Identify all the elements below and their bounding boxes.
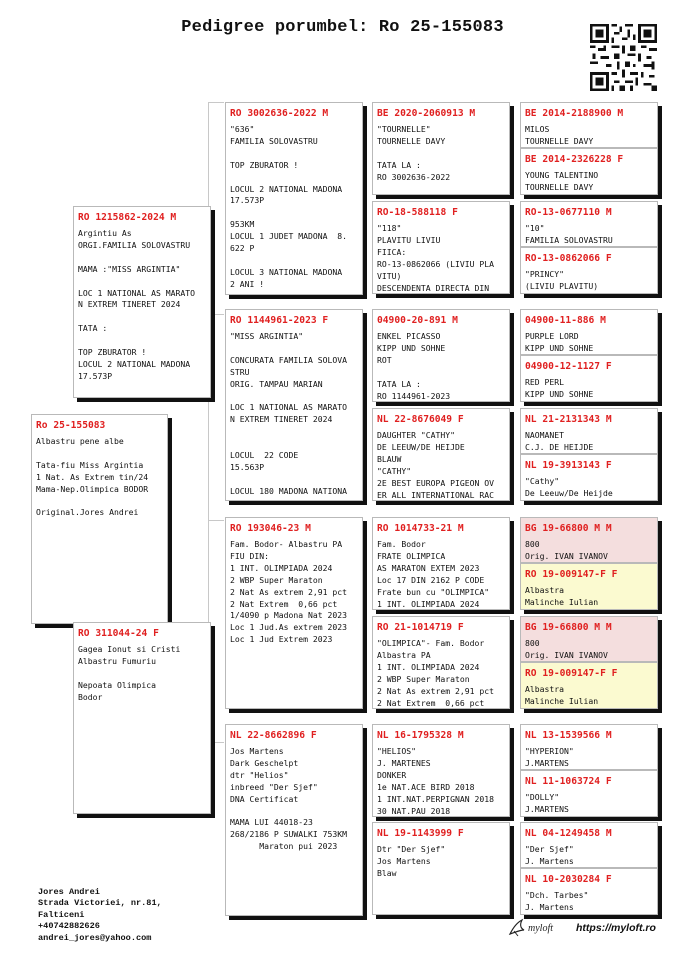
ring-number: NL 11-1063724 F bbox=[525, 776, 612, 787]
card-line bbox=[230, 438, 358, 450]
pedigree-card bbox=[520, 102, 658, 148]
pedigree-card bbox=[520, 517, 658, 563]
card-line: LOC 1 NATIONAL AS MARATO bbox=[78, 287, 195, 298]
card-line: LOCUL 1 JUDET MADONA 8. bbox=[230, 231, 347, 242]
card-line: TOP ZBURATOR ! bbox=[78, 347, 147, 357]
card-line: Albastru pene albe bbox=[36, 436, 124, 446]
card-line: "TOURNELLE" bbox=[377, 124, 431, 134]
card-line: 2 Nat Extrem 0,66 pct bbox=[377, 697, 485, 708]
card-line bbox=[377, 148, 505, 160]
card-line: TOURNELLE DAVY bbox=[525, 181, 594, 192]
card-line: 2 Nat Extrem 0,66 pct bbox=[230, 598, 338, 609]
card-line bbox=[36, 496, 163, 508]
ring-number: RO 19-009147-F F bbox=[525, 569, 618, 580]
card-line: "118" bbox=[377, 223, 402, 233]
card-line: "636" bbox=[230, 124, 255, 134]
card-line: LOCUL 180 MADONA NATIONA bbox=[230, 485, 347, 496]
card-line: Malinche Iulian bbox=[525, 695, 599, 706]
card-line: Nepoata Olimpica bbox=[78, 679, 156, 690]
ring-number: RO 19-009147-F F bbox=[525, 668, 618, 679]
card-line: DAUGHTER "CATHY" bbox=[377, 430, 455, 440]
ring-number: RO 193046-23 M bbox=[230, 523, 311, 534]
card-line: (LIVIU PLAVITU) bbox=[525, 280, 599, 291]
owner-email: andrei_jores@yahoo.com bbox=[38, 932, 152, 943]
ring-number: BG 19-66800 M M bbox=[525, 523, 612, 534]
pedigree-card bbox=[520, 822, 658, 868]
card-line: "10" bbox=[525, 223, 545, 233]
card-line: Frate bun cu "OLIMPICA" bbox=[377, 586, 490, 597]
ring-number: 04900-20-891 M bbox=[377, 315, 458, 326]
ring-number: RO-13-0862066 F bbox=[525, 253, 612, 264]
card-line: CONCURATA FAMILIA SOLOVA bbox=[230, 354, 347, 365]
card-line: Fam. Bodor- Albastru PA bbox=[230, 539, 343, 549]
card-line: ROT bbox=[377, 354, 392, 365]
card-line: 2 Nat As extrem 2,91 pct bbox=[377, 685, 494, 696]
card-line: Dtr "Der Sjef" bbox=[377, 844, 446, 854]
card-line: LOCUL 22 CODE bbox=[230, 450, 299, 460]
card-line: J. Martens bbox=[525, 901, 574, 912]
card-line: inbreed "Der Sjef" bbox=[230, 781, 318, 792]
card-line: ORGI.FAMILIA SOLOVASTRU bbox=[78, 239, 191, 250]
pedigree-card bbox=[520, 201, 658, 247]
card-line: 30 NAT.PAU 2018 bbox=[377, 805, 451, 816]
pedigree-card bbox=[372, 517, 510, 610]
card-line: dtr "Helios" bbox=[230, 769, 289, 780]
ring-number: NL 22-8662896 F bbox=[230, 730, 317, 741]
card-line: FAMILIA SOLOVASTRU bbox=[525, 234, 613, 245]
card-line: J. MARTENES bbox=[377, 757, 431, 768]
card-line: "OLIMPICA"- Fam. Bodor bbox=[377, 638, 485, 648]
card-line: RO 3002636-2022 bbox=[377, 171, 451, 182]
card-line: STRU bbox=[230, 366, 250, 377]
pedigree-card bbox=[372, 102, 510, 195]
card-line: TOURNELLE DAVY bbox=[525, 135, 594, 146]
card-line: Bodor bbox=[78, 691, 103, 702]
card-line: 17.573P bbox=[230, 195, 265, 206]
card-line: 17.573P bbox=[78, 370, 113, 381]
pedigree-card bbox=[520, 616, 658, 662]
card-line: 1 INT. OLIMPIADA 2024 bbox=[377, 661, 480, 672]
card-line: TATA LA : bbox=[377, 159, 421, 170]
card-line bbox=[78, 668, 206, 680]
card-line: 622 P bbox=[230, 243, 255, 254]
card-line bbox=[230, 391, 358, 403]
owner-name: Jores Andrei bbox=[38, 887, 100, 897]
ring-number: NL 21-2131343 M bbox=[525, 414, 612, 425]
owner-city: Falticeni bbox=[38, 909, 85, 920]
card-line: NAOMANET bbox=[525, 430, 564, 440]
ring-number: BE 2020-2060913 M bbox=[377, 108, 476, 119]
card-line: 800 bbox=[525, 539, 540, 549]
card-line: "HELIOS" bbox=[377, 746, 416, 756]
card-line: J.MARTENS bbox=[525, 757, 569, 768]
card-line: "MISS ARGINTIA" bbox=[230, 331, 304, 341]
card-line: 1 INT. OLIMPIADA 2024 bbox=[377, 598, 480, 609]
card-line: FRATE OLIMPICA bbox=[377, 550, 446, 561]
ring-number: NL 10-2030284 F bbox=[525, 874, 612, 885]
card-line: 1/4090 p Madona Nat 2023 bbox=[230, 610, 347, 621]
pedigree-card bbox=[520, 662, 658, 709]
card-line: 2E BEST EUROPA PIGEON OV bbox=[377, 477, 494, 488]
card-line: DNA Certificat bbox=[230, 793, 299, 804]
card-line: MAMA :"MISS ARGINTIA" bbox=[78, 263, 181, 274]
website-link[interactable]: https://myloft.ro bbox=[576, 922, 656, 934]
card-line: VITU) bbox=[377, 270, 402, 281]
card-line: 1 INT. OLIMPIADA 2024 bbox=[230, 562, 333, 573]
card-line: 1 INT.NAT.PERPIGNAN 2018 bbox=[377, 793, 494, 804]
pedigree-card bbox=[372, 724, 510, 817]
pedigree-card bbox=[225, 517, 363, 709]
ring-number: RO 311044-24 F bbox=[78, 628, 159, 639]
ring-number: Ro 25-155083 bbox=[36, 420, 106, 431]
card-line bbox=[36, 448, 163, 460]
card-line: "HYPERION" bbox=[525, 746, 574, 756]
ring-number: NL 16-1795328 M bbox=[377, 730, 464, 741]
ring-number: NL 04-1249458 M bbox=[525, 828, 612, 839]
pedigree-card bbox=[520, 724, 658, 770]
card-line: 953KM bbox=[230, 219, 255, 230]
card-line: Fam. Bodor bbox=[377, 539, 426, 549]
card-line: Orig. IVAN IVANOV bbox=[525, 649, 608, 660]
card-line: KIPP UND SOHNE bbox=[525, 342, 594, 353]
ring-number: BE 2014-2326228 F bbox=[525, 154, 624, 165]
pedigree-card bbox=[520, 355, 658, 402]
ring-number: RO-13-0677110 M bbox=[525, 207, 612, 218]
card-line bbox=[78, 311, 206, 323]
ring-number: NL 19-1143999 F bbox=[377, 828, 464, 839]
card-line: N EXTREM TINERET 2024 bbox=[230, 414, 333, 425]
card-line: Albastru Fumuriu bbox=[78, 655, 156, 666]
card-line: 2 Nat As extrem 2,91 pct bbox=[230, 586, 347, 597]
card-line: ER ALL INTERNATIONAL RAC bbox=[377, 489, 494, 500]
card-line: "DOLLY" bbox=[525, 792, 560, 802]
card-line bbox=[230, 172, 358, 184]
card-line: 268/2186 P SUWALKI 753KM bbox=[230, 829, 347, 840]
card-line: 15.563P bbox=[230, 461, 265, 472]
card-line: "Der Sjef" bbox=[525, 844, 574, 854]
myloft-logo-icon bbox=[508, 916, 566, 938]
card-line: BLAUW bbox=[377, 453, 402, 464]
card-line: DESCENDENTA DIRECTA DIN bbox=[377, 282, 490, 293]
card-line: FIU DIN: bbox=[230, 550, 269, 561]
card-line: "Dch. Tarbes" bbox=[525, 890, 589, 900]
card-line: FIICA: bbox=[377, 246, 407, 257]
card-line: TATA LA : bbox=[377, 378, 421, 389]
card-line: Jos Martens bbox=[377, 855, 431, 866]
subject-card bbox=[31, 414, 168, 624]
pedigree-card bbox=[520, 148, 658, 195]
card-line: TATA : bbox=[78, 323, 108, 334]
card-line: Blaw bbox=[377, 867, 397, 878]
card-line: LOCUL 2 NATIONAL MADONA bbox=[230, 183, 343, 194]
ring-number: BG 19-66800 M M bbox=[525, 622, 612, 633]
card-line: J. Martens bbox=[525, 855, 574, 866]
card-line: AS MARATON EXTEM 2023 bbox=[377, 562, 480, 573]
ring-number: RO-18-588118 F bbox=[377, 207, 458, 218]
card-line: Original.Jores Andrei bbox=[36, 507, 139, 518]
svg-text:myloft: myloft bbox=[528, 923, 553, 934]
qr-code-icon bbox=[590, 24, 657, 91]
pedigree-card bbox=[225, 309, 363, 501]
pedigree-card bbox=[520, 454, 658, 501]
pedigree-card bbox=[372, 408, 510, 501]
card-line: LOCUL 2 NATIONAL MADONA bbox=[78, 358, 191, 369]
card-line: LOCUL 3 NATIONAL MADONA bbox=[230, 266, 343, 277]
card-line: DE LEEUW/DE HEIJDE bbox=[377, 441, 465, 452]
card-line: Tata-fiu Miss Argintia bbox=[36, 459, 144, 470]
card-line: N EXTREM TINERET 2024 bbox=[78, 299, 181, 310]
card-line: MAMA LUI 44018-23 bbox=[230, 817, 313, 828]
ring-number: RO 1144961-2023 F bbox=[230, 315, 329, 326]
card-line: KIPP UND SOHNE bbox=[377, 342, 446, 353]
card-line: Albastra PA bbox=[377, 649, 431, 660]
ring-number: RO 21-1014719 F bbox=[377, 622, 464, 633]
card-line: Jos Martens bbox=[230, 746, 284, 756]
owner-phone: +40742882626 bbox=[38, 921, 100, 932]
card-line: De Leeuw/De Heijde bbox=[525, 487, 613, 498]
page-title: Pedigree porumbel: Ro 25-155083 bbox=[181, 18, 504, 37]
dam-card bbox=[73, 622, 211, 814]
card-line: PLAVITU LIVIU bbox=[377, 234, 441, 245]
pedigree-card bbox=[372, 616, 510, 709]
ring-number: NL 13-1539566 M bbox=[525, 730, 612, 741]
ring-number: RO 3002636-2022 M bbox=[230, 108, 329, 119]
pedigree-card bbox=[520, 563, 658, 610]
card-line: "PRINCY" bbox=[525, 269, 564, 279]
owner-contact bbox=[38, 887, 162, 944]
card-line: YOUNG TALENTINO bbox=[525, 170, 599, 180]
card-line: MILOS bbox=[525, 124, 550, 134]
card-line: ENKEL PICASSO bbox=[377, 331, 441, 341]
card-line: Albastra bbox=[525, 585, 564, 595]
card-line: 2 WBP Super Maraton bbox=[230, 574, 323, 585]
card-line: 2 ANI ! bbox=[230, 278, 265, 289]
card-line: Gagea Ionut si Cristi bbox=[78, 644, 181, 654]
card-line: RED PERL bbox=[525, 377, 564, 387]
card-line: Argintiu As bbox=[78, 228, 132, 238]
card-line bbox=[230, 806, 358, 818]
card-line bbox=[230, 148, 358, 160]
card-line: ORIG. TAMPAU MARIAN bbox=[230, 378, 323, 389]
card-line bbox=[230, 207, 358, 219]
pedigree-card bbox=[225, 102, 363, 295]
card-line bbox=[230, 426, 358, 438]
pedigree-card bbox=[372, 822, 510, 915]
card-line: Orig. IVAN IVANOV bbox=[525, 550, 608, 561]
card-line: C.J. DE HEIJDE bbox=[525, 441, 594, 452]
card-line bbox=[78, 252, 206, 264]
card-line: Albastra bbox=[525, 684, 564, 694]
card-line: RO-13-0862066 (LIVIU PLA bbox=[377, 258, 494, 269]
card-line: RO 1144961-2023 bbox=[377, 390, 451, 401]
card-line: Maraton pui 2023 bbox=[230, 841, 338, 852]
card-line: "CATHY" bbox=[377, 465, 412, 476]
pedigree-card bbox=[520, 309, 658, 355]
owner-address: Strada Victoriei, nr.81, bbox=[38, 898, 162, 909]
card-line: Malinche Iulian bbox=[525, 596, 599, 607]
card-line: "Cathy" bbox=[525, 476, 560, 486]
card-line: PURPLE LORD bbox=[525, 331, 579, 341]
card-line bbox=[230, 474, 358, 486]
card-line: 1e NAT.ACE BIRD 2018 bbox=[377, 781, 475, 792]
card-line bbox=[230, 343, 358, 355]
card-line bbox=[230, 255, 358, 267]
card-line: DONKER bbox=[377, 769, 407, 780]
card-line bbox=[78, 276, 206, 288]
card-line: Dark Geschelpt bbox=[230, 757, 299, 768]
pedigree-card bbox=[520, 868, 658, 915]
card-line: Loc 17 DIN 2162 P CODE bbox=[377, 574, 485, 585]
ring-number: NL 22-8676049 F bbox=[377, 414, 464, 425]
card-line: LOC 1 NATIONAL AS MARATO bbox=[230, 402, 347, 413]
pedigree-card bbox=[520, 247, 658, 294]
ring-number: RO 1014733-21 M bbox=[377, 523, 464, 534]
card-line bbox=[78, 335, 206, 347]
card-line: Loc 1 Jud Extrem 2023 bbox=[230, 634, 333, 645]
card-line: TOURNELLE DAVY bbox=[377, 135, 446, 146]
pedigree-card bbox=[520, 408, 658, 454]
ring-number: NL 19-3913143 F bbox=[525, 460, 612, 471]
pedigree-card bbox=[225, 724, 363, 916]
pedigree-card bbox=[372, 309, 510, 402]
ring-number: 04900-11-886 M bbox=[525, 315, 606, 326]
card-line: FAMILIA SOLOVASTRU bbox=[230, 135, 318, 146]
card-line: 1 Nat. As Extrem tin/24 bbox=[36, 471, 149, 482]
sire-card bbox=[73, 206, 211, 398]
card-line: J.MARTENS bbox=[525, 803, 569, 814]
ring-number: RO 1215862-2024 M bbox=[78, 212, 177, 223]
card-line: TOP ZBURATOR ! bbox=[230, 159, 299, 170]
ring-number: BE 2014-2188900 M bbox=[525, 108, 624, 119]
card-line bbox=[377, 367, 505, 379]
card-line: 2 WBP Super Maraton bbox=[377, 673, 470, 684]
card-line: KIPP UND SOHNE bbox=[525, 388, 594, 399]
pedigree-card bbox=[372, 201, 510, 294]
card-line: Loc 1 Jud.As extrem 2023 bbox=[230, 622, 347, 633]
card-line: Mama-Nep.Olimpica BODOR bbox=[36, 483, 149, 494]
ring-number: 04900-12-1127 F bbox=[525, 361, 612, 372]
card-line: 800 bbox=[525, 638, 540, 648]
pedigree-card bbox=[520, 770, 658, 817]
